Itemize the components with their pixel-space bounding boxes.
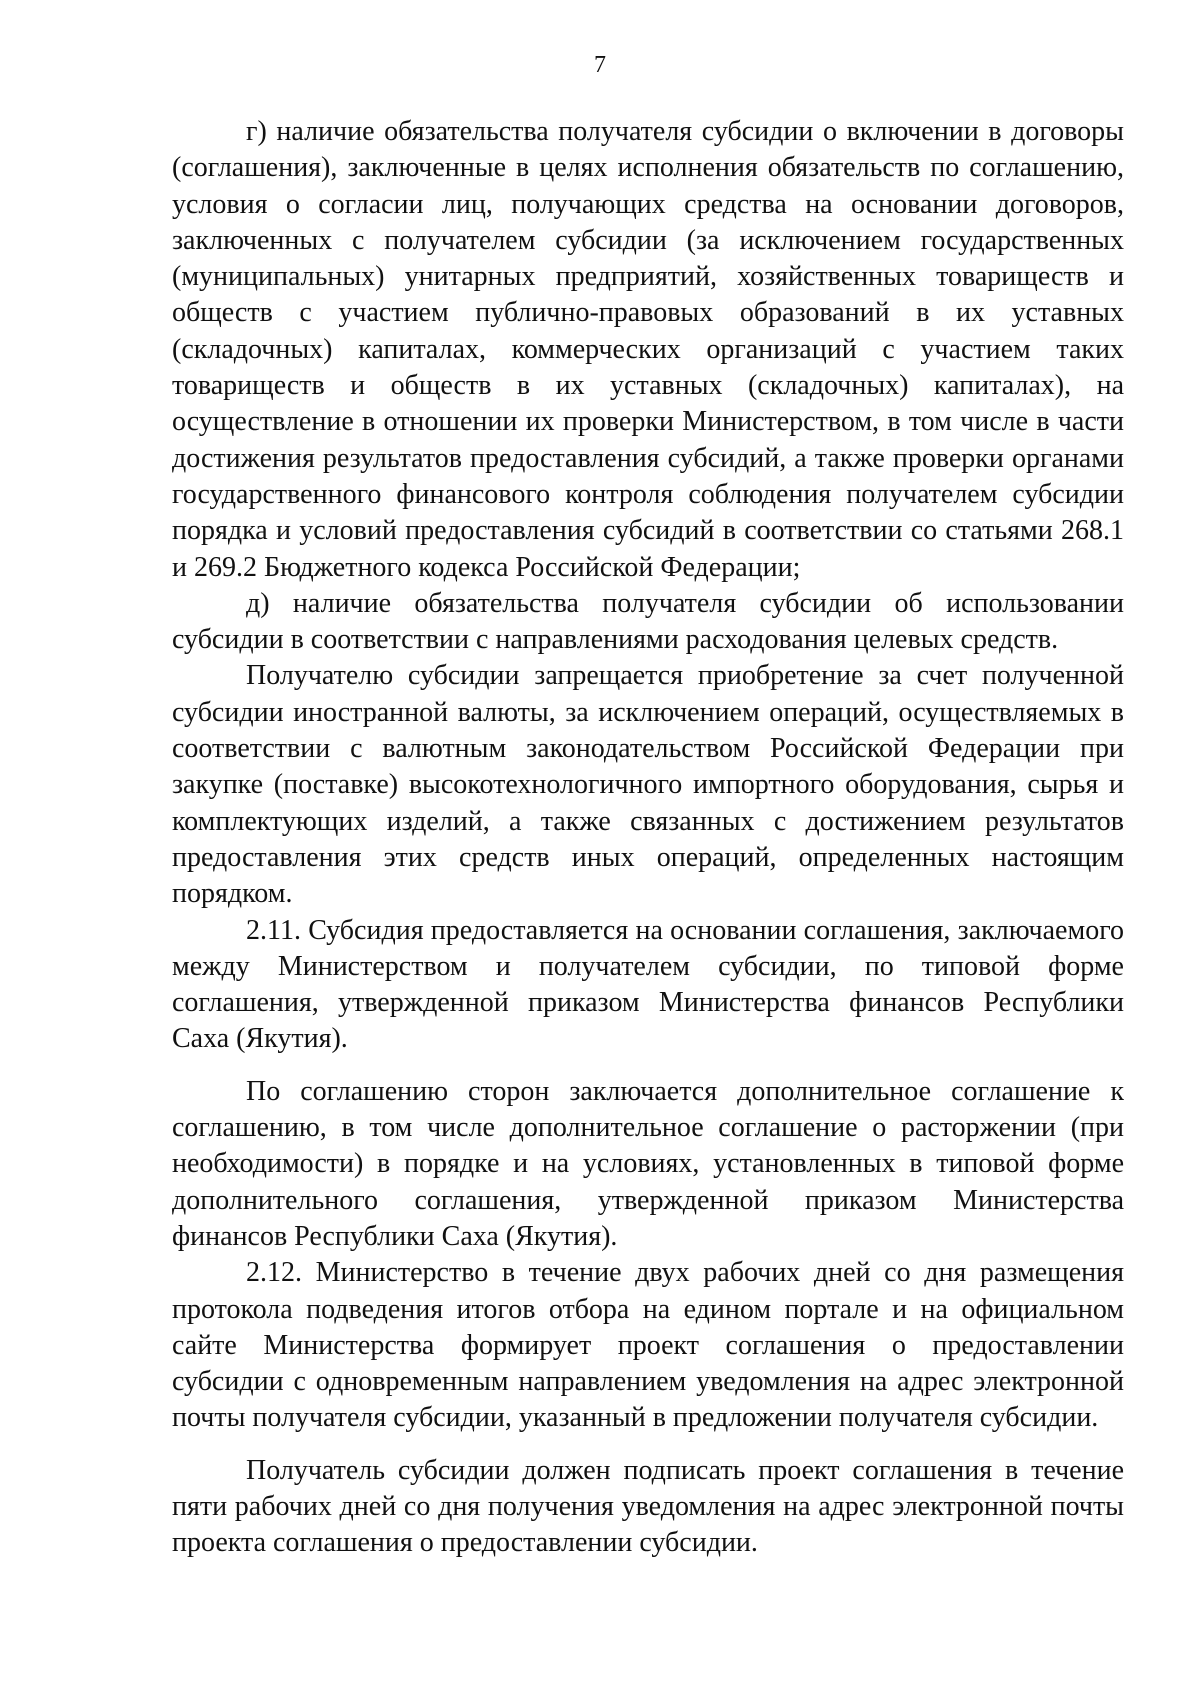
paragraph-d-obligation-usage: д) наличие обязательства получателя субсидии об использовании субсидии в соответствии с направлениями расходования целевых средств. bbox=[172, 587, 1124, 656]
paragraph-2-12-ministry-draft: 2.12. Министерство в течение двух рабочих дней со дня размещения протокола подведения итогов отбора на едином портале и на официальном сайте Министерства формирует проект соглашения о предоставлении субсидии с одновременным направлением уведомления на адрес электронной почты получателя субсидии, указанный в предложении получателя субсидии. bbox=[172, 1257, 1124, 1434]
paragraph-additional-agreement: По соглашению сторон заключается дополнительное соглашение к соглашению, в том числе дополнительное соглашение о расторжении (при необходимости) в порядке и на условиях, установленных в типовой форме дополнительного соглашения, утвержденной приказом Министерства финансов Республики Саха (Якутия). bbox=[172, 1075, 1124, 1252]
paragraph-g-obligation-clause: г) наличие обязательства получателя субсидии о включении в договоры (соглашения), заключенные в целях исполнения обязательств по соглашению, условия о согласии лиц, получающих средства на основании договоров, заключенных с получателем субсидии (за исключением государственных (муниципальных) унитарных предприятий, хозяйственных товариществ и обществ с участием публично-правовых образований в их уставных (складочных) капиталах, коммерческих организаций с участием таких товариществ и обществ в их уставных (складочных) капиталах), на осуществление в отношении их проверки Министерством, в том числе в части достижения результатов предоставления субсидий, а также проверки органами государственного финансового контроля соблюдения получателем субсидии порядка и условий предоставления субсидий в соответствии со статьями 268.1 и 269.2 Бюджетного кодекса Российской Федерации; bbox=[172, 116, 1124, 583]
paragraph-2-11-agreement: 2.11. Субсидия предоставляется на основании соглашения, заключаемого между Министерством и получателем субсидии, по типовой форме соглашения, утвержденной приказом Министерства финансов Республики Саха (Якутия). bbox=[172, 914, 1124, 1055]
page-number: 7 bbox=[594, 52, 606, 78]
paragraph-signing-deadline: Получатель субсидии должен подписать проект соглашения в течение пяти рабочих дней со дня получения уведомления на адрес электронной почты проекта соглашения о предоставлении субсидии. bbox=[172, 1454, 1124, 1559]
document-body bbox=[172, 114, 1124, 1562]
paragraph-currency-prohibition: Получателю субсидии запрещается приобретение за счет полученной субсидии иностранной валюты, за исключением операций, осуществляемых в соответствии с валютным законодательством Российской Федерации при закупке (поставке) высокотехнологичного импортного оборудования, сырья и комплектующих изделий, а также связанных с достижением результатов предоставления этих средств иных операций, определенных настоящим порядком. bbox=[172, 660, 1124, 910]
